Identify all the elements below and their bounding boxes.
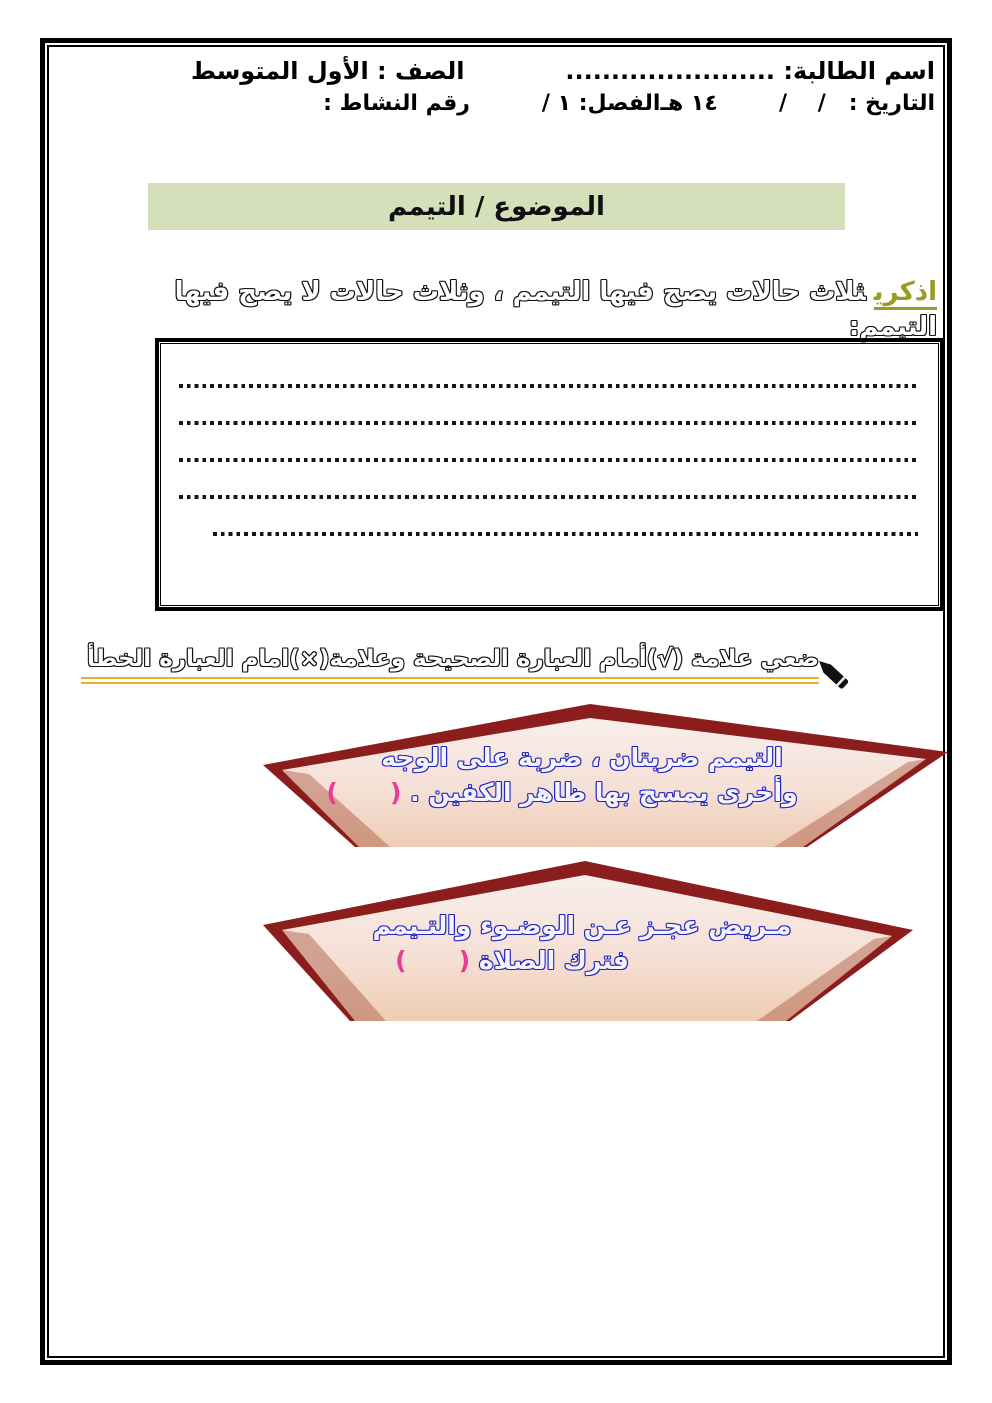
topic-title-bar [148,183,845,230]
question-1 [89,275,937,345]
date-field: التاريخ : / / ١٤ هـ [660,91,935,116]
answer-line[interactable] [179,495,918,499]
answer-box [155,338,944,611]
header-row-2 [63,91,935,116]
statement-banner-1 [262,703,952,848]
statement-1-text [262,740,902,810]
statement-2-line-1: مـريض عجـز عـن الوضـوء والتـيمم [372,911,792,940]
header [49,53,943,116]
answer-line[interactable] [179,421,918,425]
statement-banner-2 [262,860,952,1022]
topic-title: الموضوع / التيمم [388,191,605,222]
question-1-keyword: اذكري [874,277,937,310]
answer-line[interactable] [179,384,918,388]
answer-line[interactable] [213,532,918,536]
page-border [40,38,952,1365]
statement-2-text [262,908,902,978]
question-1-text: ثلاث حالات يصح فيها التيمم ، وثلاث حالات لا يصح فيها التيمم: [174,277,937,343]
answer-slot[interactable]: ( ) [395,946,471,975]
header-row-1 [63,57,935,85]
answer-line[interactable] [179,458,918,462]
statement-1-line-2: وأخرى يمسح بها ظاهر الكفين . ( ) [326,778,798,807]
answer-box-inner [160,343,939,606]
question-2 [81,644,855,684]
statement-2-line-2: فترك الصلاة ( ) [395,946,629,975]
semester-label: الفصل: ١ / [541,91,661,116]
page-border-inner [47,45,945,1358]
activity-number-label: رقم النشاط : [323,91,470,116]
statement-1-line-1: التيمم ضربتان ، ضربة على الوجه [381,743,783,772]
student-name-field: اسم الطالبة: ....................... [565,57,935,85]
grade-label: الصف : الأول المتوسط [191,57,465,85]
question-2-text: ضعي علامة (√)أمام العبارة الصحيحة وعلامة(×)امام العبارة الخطأ [81,646,819,684]
pencil-icon [811,654,855,694]
answer-slot[interactable]: ( ) [326,778,402,807]
